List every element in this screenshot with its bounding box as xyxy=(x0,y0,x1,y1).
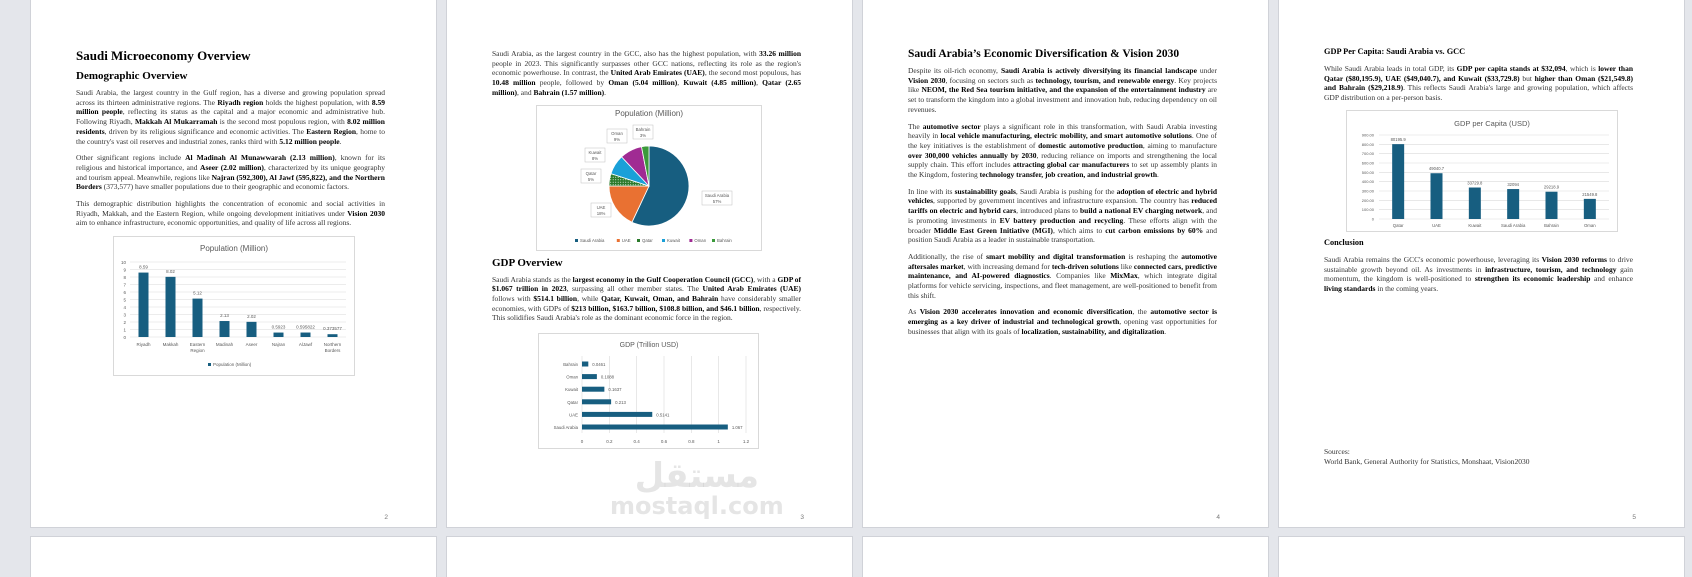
text-run: , reflecting its status as the capital and a major economic and administrative hub. Following Riyadh, xyxy=(76,107,386,127)
bar-northern-borders xyxy=(328,334,338,337)
y-tick-label: 5 xyxy=(123,297,126,303)
watermark-arabic: مستقل xyxy=(634,456,760,496)
y-category-label: Oman xyxy=(566,374,578,380)
pie-data-label xyxy=(585,148,605,162)
text-run: Saudi Arabia, the largest country in the Gulf region, has a diverse and growing population spread across its thirteen administrative regions. The xyxy=(76,88,385,107)
text-run: have considerably smaller economies, with GDPs of xyxy=(492,293,802,313)
legend-label: Kuwait xyxy=(667,237,680,243)
bold-text: Saudi Arabia is actively diversifying its financial landscape xyxy=(1000,66,1197,75)
text-run: In line with its xyxy=(908,186,955,196)
data-label: 2.02 xyxy=(247,313,256,319)
text-run: plays a significant role in this transformation, with Saudi Arabia investing heavily in xyxy=(908,121,1217,141)
legend-swatch xyxy=(617,239,620,242)
y-tick-label: 600.00 xyxy=(1361,160,1374,166)
text-run: holds the highest population, with xyxy=(263,97,372,107)
text-run: , and is promoting investments in xyxy=(908,206,1217,225)
bold-text: United Arab Emirates (UAE) xyxy=(610,68,705,78)
text-run: Saudi Arabia, as the largest country in the GCC, also has the highest population, with xyxy=(492,49,760,58)
data-label: 21549.8 xyxy=(1582,191,1598,197)
label-percent: 5% xyxy=(587,176,595,182)
bold-text: automotive sector xyxy=(922,121,981,131)
bold-text: domestic automotive production xyxy=(1038,140,1143,150)
bold-text: localization, sustainability, and digitalization xyxy=(1021,326,1165,336)
text-run: in the coming years. xyxy=(1375,283,1439,293)
text-run: (373,577) have smaller populations due to their geographic and economic factors. xyxy=(101,182,350,192)
label-category: UAE xyxy=(596,204,606,210)
data-label: 0.595822 xyxy=(296,324,315,330)
bold-text: Aseer (2.02 million) xyxy=(200,162,264,172)
text-run: , respectively. This solidifies Saudi Arabia's role as the dominant economic force in the region. xyxy=(492,303,801,323)
text-run: . One of the key initiatives is the establishment of xyxy=(908,131,1217,150)
y-category-label: Bahrain xyxy=(563,362,578,368)
document-page-4 xyxy=(863,0,1268,527)
y-tick-label: 500.00 xyxy=(1361,169,1374,175)
page-number: 2 xyxy=(384,514,388,521)
y-tick-label: 700.00 xyxy=(1361,150,1374,156)
y-tick-label: 200.00 xyxy=(1361,197,1374,203)
x-tick-label xyxy=(324,342,342,353)
bar-makkah xyxy=(166,277,176,337)
sources-label: Sources: xyxy=(1324,447,1350,456)
bold-text: automotive aftersales market xyxy=(908,251,1218,271)
bold-text: technology, tourism, and renewable energy xyxy=(1035,75,1175,85)
data-label: 8.02 xyxy=(166,268,175,274)
y-category-label: Saudi Arabia xyxy=(553,425,578,431)
bold-text: Vision 2030 xyxy=(908,75,946,85)
label-percent: 3% xyxy=(639,132,647,138)
label-category: Saudi Arabia xyxy=(704,192,730,198)
data-label: 80195.9 xyxy=(1390,136,1406,142)
bar-bahrain xyxy=(582,362,588,367)
label-category: Oman xyxy=(611,130,623,136)
bold-text: EV battery production and recycling xyxy=(999,215,1124,225)
text-run: is the second most populous region, with xyxy=(217,117,348,127)
bold-text: tech-driven solutions xyxy=(1051,261,1119,271)
chart-legend xyxy=(208,362,252,367)
bold-text: reduced tariffs on electric and hybrid cars xyxy=(908,196,1217,216)
text-run: is reshaping the xyxy=(1125,251,1182,261)
document-page-2 xyxy=(31,0,436,527)
x-tick-label: 1.2 xyxy=(742,439,750,445)
bold-text: local vehicle manufacturing, electric mobility, and smart automotive solutions xyxy=(940,131,1192,141)
bold-text: cut carbon emissions by 60% xyxy=(1105,225,1204,235)
text-run: but xyxy=(1519,73,1535,83)
bold-text: over 300,000 vehicles annually by 2030 xyxy=(908,150,1037,160)
text-run: aim to enhance infrastructure, economic opportunities, and quality of life across all regions. xyxy=(76,218,352,228)
text-run: and enhance xyxy=(1590,274,1633,284)
text-run: , xyxy=(756,78,763,88)
text-run: , the xyxy=(1132,307,1151,317)
x-tick-label: Makkah xyxy=(162,342,179,348)
page-content xyxy=(1324,47,1633,301)
text-run: like xyxy=(1118,261,1134,271)
label-line: Region xyxy=(190,348,205,354)
section-heading-gdp: GDP Overview xyxy=(492,256,563,269)
gdp-per-capita-bar-chart[interactable] xyxy=(1346,110,1618,232)
label-percent: 57% xyxy=(712,198,722,204)
text-run: This demographic distribution highlights the concentration of economic and social activities in Riyadh, Makkah, and the Eastern Region, while ongoing development initiatives under xyxy=(76,199,385,218)
section-heading-gdp-per-capita: GDP Per Capita: Saudi Arabia vs. GCC xyxy=(1324,47,1466,56)
bold-text: NEOM, the Red Sea tourism initiative, and the expansion of the entertainment industry xyxy=(921,85,1206,95)
text-run: and position Saudi Arabia as a leader in sustainable transportation. xyxy=(908,225,1217,245)
bold-text: 8.02 million residents xyxy=(76,117,385,136)
text-run: people, followed by xyxy=(535,78,609,88)
data-label: 0.373577 xyxy=(323,326,342,332)
bold-text: higher than Oman ($21,549.8) and Bahrain ($29,218.9) xyxy=(1324,73,1633,93)
legend-swatch xyxy=(575,239,578,242)
legend-label: Oman xyxy=(694,237,707,243)
bold-text: Najran (592,300), Al Jawf (595,822), and the Northern Borders xyxy=(76,172,385,192)
y-tick-label: 400.00 xyxy=(1361,178,1374,184)
legend-label: Saudi Arabia xyxy=(580,237,605,243)
text-run: gain momentum, the kingdom is well-positioned to xyxy=(1324,264,1633,284)
pie-data-label xyxy=(581,169,601,183)
gcc-population-pie-chart[interactable] xyxy=(536,105,762,251)
data-label: 0.1637 xyxy=(608,387,622,393)
text-run: , driven by its religious significance and economic activities. The xyxy=(104,126,307,136)
data-label: 2.13 xyxy=(220,313,229,319)
x-tick-label: Najran xyxy=(271,342,286,348)
paragraph xyxy=(908,187,1217,245)
bold-text: $514.1 billion xyxy=(533,293,578,303)
text-run: . xyxy=(1164,326,1167,336)
bold-text: Eastern Region xyxy=(306,126,357,136)
bold-text: lower than Qatar ($80,195.9), UAE ($49,040.7), and Kuwait ($33,729.8) xyxy=(1324,64,1633,83)
y-tick-label: 0 xyxy=(123,335,126,341)
bold-text: Vision 2030 accelerates innovation and economic diversification xyxy=(919,307,1133,317)
document-page-7 xyxy=(447,537,852,577)
text-run: Other significant regions include xyxy=(76,153,186,163)
data-label: 0.1088 xyxy=(600,374,615,380)
text-run: , with increasing demand for xyxy=(963,261,1052,271)
x-tick-label: Aseer xyxy=(245,342,258,348)
text-run: , which integrate digital platforms for vehicle servicing, inspections, and fleet management, are well-positioned to benefit from this shift. xyxy=(908,271,1217,300)
paragraph xyxy=(1324,255,1633,294)
x-tick-label: Riyadh xyxy=(136,342,151,348)
bold-text: Al Madinah Al Munawwarah (2.13 million) xyxy=(185,153,335,163)
text-run: , which is xyxy=(1565,64,1599,73)
y-tick-label: 300.00 xyxy=(1361,188,1374,194)
pie-data-label xyxy=(633,125,653,139)
bar-riyadh xyxy=(139,273,149,337)
data-label: 5.12 xyxy=(193,290,202,296)
x-tick-label: AlJawf xyxy=(298,342,313,348)
x-tick-label: 0.4 xyxy=(633,439,640,445)
bar-uae xyxy=(1431,173,1443,219)
x-tick-label: Qatar xyxy=(1392,222,1404,228)
text-run: As xyxy=(908,307,920,317)
data-label: 32094 xyxy=(1507,181,1519,187)
label-category: Bahrain xyxy=(635,126,651,132)
data-label: 0.213 xyxy=(615,399,626,405)
bold-text: technology transfer, job creation, and industrial growth xyxy=(979,170,1158,180)
legend-swatch xyxy=(662,239,665,242)
bold-text: 5.12 million people xyxy=(279,136,340,146)
x-tick-label: 0.8 xyxy=(688,439,695,445)
text-run: people in 2023. This significantly surpasses other GCC nations, reflecting its role as the region's economic powerhouse. In contrast, the xyxy=(492,58,801,78)
text-run: , the second most populous, has xyxy=(704,68,802,78)
x-tick-label: 0.2 xyxy=(606,439,613,445)
page-number: 4 xyxy=(1216,514,1220,521)
bold-text: Qatar, Kuwait, Oman, and Bahrain xyxy=(601,293,719,303)
watermark-text: mostaql.com xyxy=(610,492,784,520)
bar-kuwait xyxy=(582,387,604,392)
text-run: . xyxy=(339,136,342,146)
bar-madinah xyxy=(220,321,230,337)
y-tick-label: 100.00 xyxy=(1361,206,1374,212)
text-run: , with a xyxy=(753,274,778,284)
y-tick-label: 2 xyxy=(123,320,126,326)
x-tick-label: 1 xyxy=(717,439,720,445)
bold-text: Vision 2030 xyxy=(347,208,385,218)
paragraph xyxy=(76,199,385,228)
data-label: 0.0461 xyxy=(592,362,606,368)
data-label: 29218.9 xyxy=(1543,184,1560,190)
y-category-label: UAE xyxy=(569,412,578,418)
text-run: , characterized by its unique geography and tourism appeal. Meanwhile, regions like xyxy=(76,162,385,182)
legend-label: Population (Million) xyxy=(213,362,252,368)
bold-text: Oman (5.04 million) xyxy=(608,78,678,88)
x-tick-label: UAE xyxy=(1432,222,1441,228)
y-tick-label: 7 xyxy=(123,282,126,288)
pie-data-label xyxy=(607,129,627,143)
y-tick-label: 8 xyxy=(123,275,126,281)
text-run: , aiming to manufacture xyxy=(1142,140,1217,150)
population-bar-chart[interactable] xyxy=(113,236,355,376)
y-tick-label: 900.00 xyxy=(1361,132,1374,138)
text-run: under xyxy=(1196,66,1217,75)
x-tick-label: 0.6 xyxy=(660,439,668,445)
text-run: to set up assembly plants in the Kingdom, fostering xyxy=(908,160,1218,180)
bold-text: smart mobility and digital transformation xyxy=(986,251,1126,261)
paragraph xyxy=(908,307,1217,336)
paragraph xyxy=(908,122,1217,180)
x-tick-label: Kuwait xyxy=(1468,222,1482,228)
bold-text: Qatar (2.65 million) xyxy=(492,78,801,97)
legend-swatch xyxy=(712,239,715,242)
y-category-label: Qatar xyxy=(567,399,578,405)
y-tick-label: 4 xyxy=(123,305,126,311)
label-percent: 18% xyxy=(596,210,606,216)
bold-text: adoption of electric and hybrid vehicles xyxy=(908,186,1217,206)
y-tick-label: 10 xyxy=(120,260,126,266)
sources-list: World Bank, General Authority for Statistics, Monshaat, Vision2030 xyxy=(1324,457,1530,466)
bold-text: strengthen its economic leadership xyxy=(1474,274,1591,284)
text-run: Saudi Arabia remains the GCC's economic powerhouse, leveraging its xyxy=(1324,254,1542,264)
x-tick-label: Madinah xyxy=(215,342,234,348)
bold-text: 33.26 million xyxy=(759,49,801,58)
bar-saudi-arabia xyxy=(582,425,728,430)
bold-text: $213 billion, $163.7 billion, $108.8 billion, and $46.1 billion xyxy=(571,303,760,313)
data-label: 0.5141 xyxy=(656,412,670,418)
chart-title: GDP per Capita (USD) xyxy=(1454,118,1530,128)
y-tick-label: 6 xyxy=(123,290,126,296)
page-number: 5 xyxy=(1632,514,1636,521)
bold-text: Vision 2030 reforms xyxy=(1541,254,1607,264)
bar-qatar xyxy=(582,399,611,404)
text-run: , known for its religious and historical importance, and xyxy=(76,153,386,172)
legend-label: UAE xyxy=(621,237,631,243)
bar-aseer xyxy=(247,322,257,337)
data-label: 0.5923 xyxy=(271,324,286,330)
bold-text: Riyadh region xyxy=(217,97,264,107)
data-label: 33729.8 xyxy=(1467,180,1483,186)
data-label: 8.59 xyxy=(139,264,148,270)
y-category-label: Kuwait xyxy=(565,387,578,393)
document-title: Saudi Microeconomy Overview xyxy=(76,48,251,63)
y-tick-label: 3 xyxy=(123,312,126,318)
bold-text: 10.48 million xyxy=(492,78,536,88)
text-run: are set to transform the kingdom into a global investment and innovation hub, reducing dependency on oil revenues. xyxy=(908,85,1218,114)
document-page-3 xyxy=(447,0,852,527)
legend-swatch xyxy=(208,363,211,366)
bold-text: automotive sector is emerging as a key driver of industrial and technological growth xyxy=(908,307,1217,327)
section-heading-demographic: Demographic Overview xyxy=(76,70,188,82)
legend-label: Bahrain xyxy=(717,237,732,243)
label-percent: 8% xyxy=(591,155,599,161)
text-run: , and xyxy=(517,87,534,97)
bold-text: GDP per capita stands at $32,094 xyxy=(1456,64,1566,73)
bold-text: Makkah Al Mukarramah xyxy=(134,117,218,127)
text-run: , introduced plans to xyxy=(1016,206,1080,216)
document-page-8 xyxy=(863,537,1268,577)
text-run: Saudi Arabia stands as the xyxy=(492,274,573,284)
label-line: Northern xyxy=(323,342,342,348)
x-tick-label: Oman xyxy=(1583,222,1596,228)
x-tick-label: Bahrain xyxy=(1544,222,1559,228)
document-page-5 xyxy=(1279,0,1684,527)
text-run: While Saudi Arabia leads in total GDP, its xyxy=(1324,64,1457,73)
text-run: Despite its oil-rich economy, xyxy=(908,66,1001,75)
text-run: , Saudi Arabia is pushing for the xyxy=(1015,186,1117,196)
pie-data-label xyxy=(702,191,732,205)
x-tick-label: 0 xyxy=(580,439,584,445)
text-run: , reducing reliance on imports and strengthening the local supply chain. This effort includes xyxy=(908,150,1217,170)
text-run: , supported by government incentives and infrastructure expansion. The country has xyxy=(933,196,1192,206)
document-page-6 xyxy=(31,537,436,577)
paragraph xyxy=(1324,64,1633,103)
y-tick-label: 9 xyxy=(123,267,126,273)
text-run: , surpassing all other member states. The xyxy=(566,284,703,294)
legend-swatch xyxy=(637,239,640,242)
bold-text: attracting global car manufacturers xyxy=(1012,160,1130,170)
x-tick-label xyxy=(190,342,206,353)
bold-text: United Arab Emirates (UAE) xyxy=(702,284,801,294)
page-content xyxy=(76,48,385,376)
text-run: . This reflects Saudi Arabia's large and growing population, which affects GDP distribution on a per-person basis. xyxy=(1324,83,1633,103)
text-run: . Companies like xyxy=(1049,271,1111,281)
bold-text: GDP of $1.067 trillion in 2023 xyxy=(492,274,801,294)
label-line: Eastern xyxy=(189,342,206,348)
bar-aljawf xyxy=(301,333,311,337)
bold-text: connected cars, predictive maintenance, and AI-powered diagnostics xyxy=(908,261,1218,281)
y-tick-label: 1 xyxy=(123,327,126,333)
bar-oman xyxy=(582,374,597,379)
bold-text: Middle East Green Initiative (MGI) xyxy=(933,225,1053,235)
chart-title: Population (Million) xyxy=(614,108,684,118)
bold-text: MixMax xyxy=(1110,271,1138,281)
text-run: Additionally, the rise of xyxy=(908,251,987,261)
bar-uae xyxy=(582,412,652,417)
text-run: , while xyxy=(577,293,602,303)
data-label: 1.067 xyxy=(731,425,743,431)
label-line: Borders xyxy=(324,348,341,354)
bar-saudi-arabia xyxy=(1507,189,1519,219)
document-page-9 xyxy=(1279,537,1684,577)
text-run: , opening vast opportunities for businesses that align with its goals of xyxy=(908,317,1217,336)
bar-bahrain xyxy=(1546,192,1558,219)
text-run: , home to the country's vast oil reserves and industrial zones, ranks third with xyxy=(76,126,386,146)
text-run: , focusing on sectors such as xyxy=(945,75,1036,85)
text-run: . xyxy=(604,87,606,97)
bold-text: Kuwait (4.85 million) xyxy=(683,78,757,88)
text-run: . These efforts align with the broader xyxy=(908,215,1217,235)
text-run: follows with xyxy=(492,293,534,303)
text-run: to drive sustainable growth beyond oil. As investments in xyxy=(1324,254,1633,274)
x-tick-label: Saudi Arabia xyxy=(1500,222,1526,228)
page-content xyxy=(908,47,1217,344)
paragraph xyxy=(76,88,385,146)
chart-title: Population (Million) xyxy=(199,244,269,254)
text-run: The xyxy=(908,121,923,131)
gdp-horizontal-bar-chart[interactable] xyxy=(538,333,759,449)
page-number: 3 xyxy=(800,514,804,521)
text-run: . xyxy=(1157,170,1159,180)
y-tick-label: 0 xyxy=(1371,216,1374,222)
bold-text: sustainability goals xyxy=(954,186,1016,196)
y-tick-label: 800.00 xyxy=(1361,141,1374,147)
paragraph xyxy=(76,153,385,192)
label-category: Qatar xyxy=(585,170,597,176)
section-heading-diversification: Saudi Arabia’s Economic Diversification & Vision 2030 xyxy=(908,48,1180,60)
section-heading-conclusion: Conclusion xyxy=(1324,237,1364,247)
pie-data-label xyxy=(591,203,611,217)
bold-text: 8.59 million people xyxy=(76,97,385,117)
bar-oman xyxy=(1584,199,1596,219)
bar-kuwait xyxy=(1469,187,1481,218)
bar-qatar xyxy=(1392,144,1404,219)
bold-text: Bahrain (1.57 million) xyxy=(533,87,605,97)
bold-text: infrastructure, tourism, and technology xyxy=(1485,264,1617,274)
page-content xyxy=(492,49,801,449)
paragraph xyxy=(908,66,1217,115)
bold-text: largest economy in the Gulf Cooperation Council (GCC) xyxy=(572,274,754,284)
legend-swatch xyxy=(689,239,692,242)
text-run: , xyxy=(677,78,684,88)
bold-text: build a national EV charging network xyxy=(1079,206,1203,216)
paragraph xyxy=(492,49,801,98)
data-label: 49040.7 xyxy=(1428,166,1445,172)
chart-title: GDP (Trillion USD) xyxy=(619,342,679,350)
label-percent: 9% xyxy=(613,136,621,142)
text-run: , which aims to xyxy=(1052,225,1106,235)
paragraph xyxy=(492,275,801,324)
paragraph xyxy=(908,252,1217,301)
legend-label: Qatar xyxy=(642,237,653,243)
bold-text: living standards xyxy=(1324,283,1376,293)
label-category: Kuwait xyxy=(588,149,602,155)
bar-eastern-region xyxy=(193,299,203,337)
text-run: . Key projects like xyxy=(908,75,1217,95)
bar-najran xyxy=(274,333,284,337)
